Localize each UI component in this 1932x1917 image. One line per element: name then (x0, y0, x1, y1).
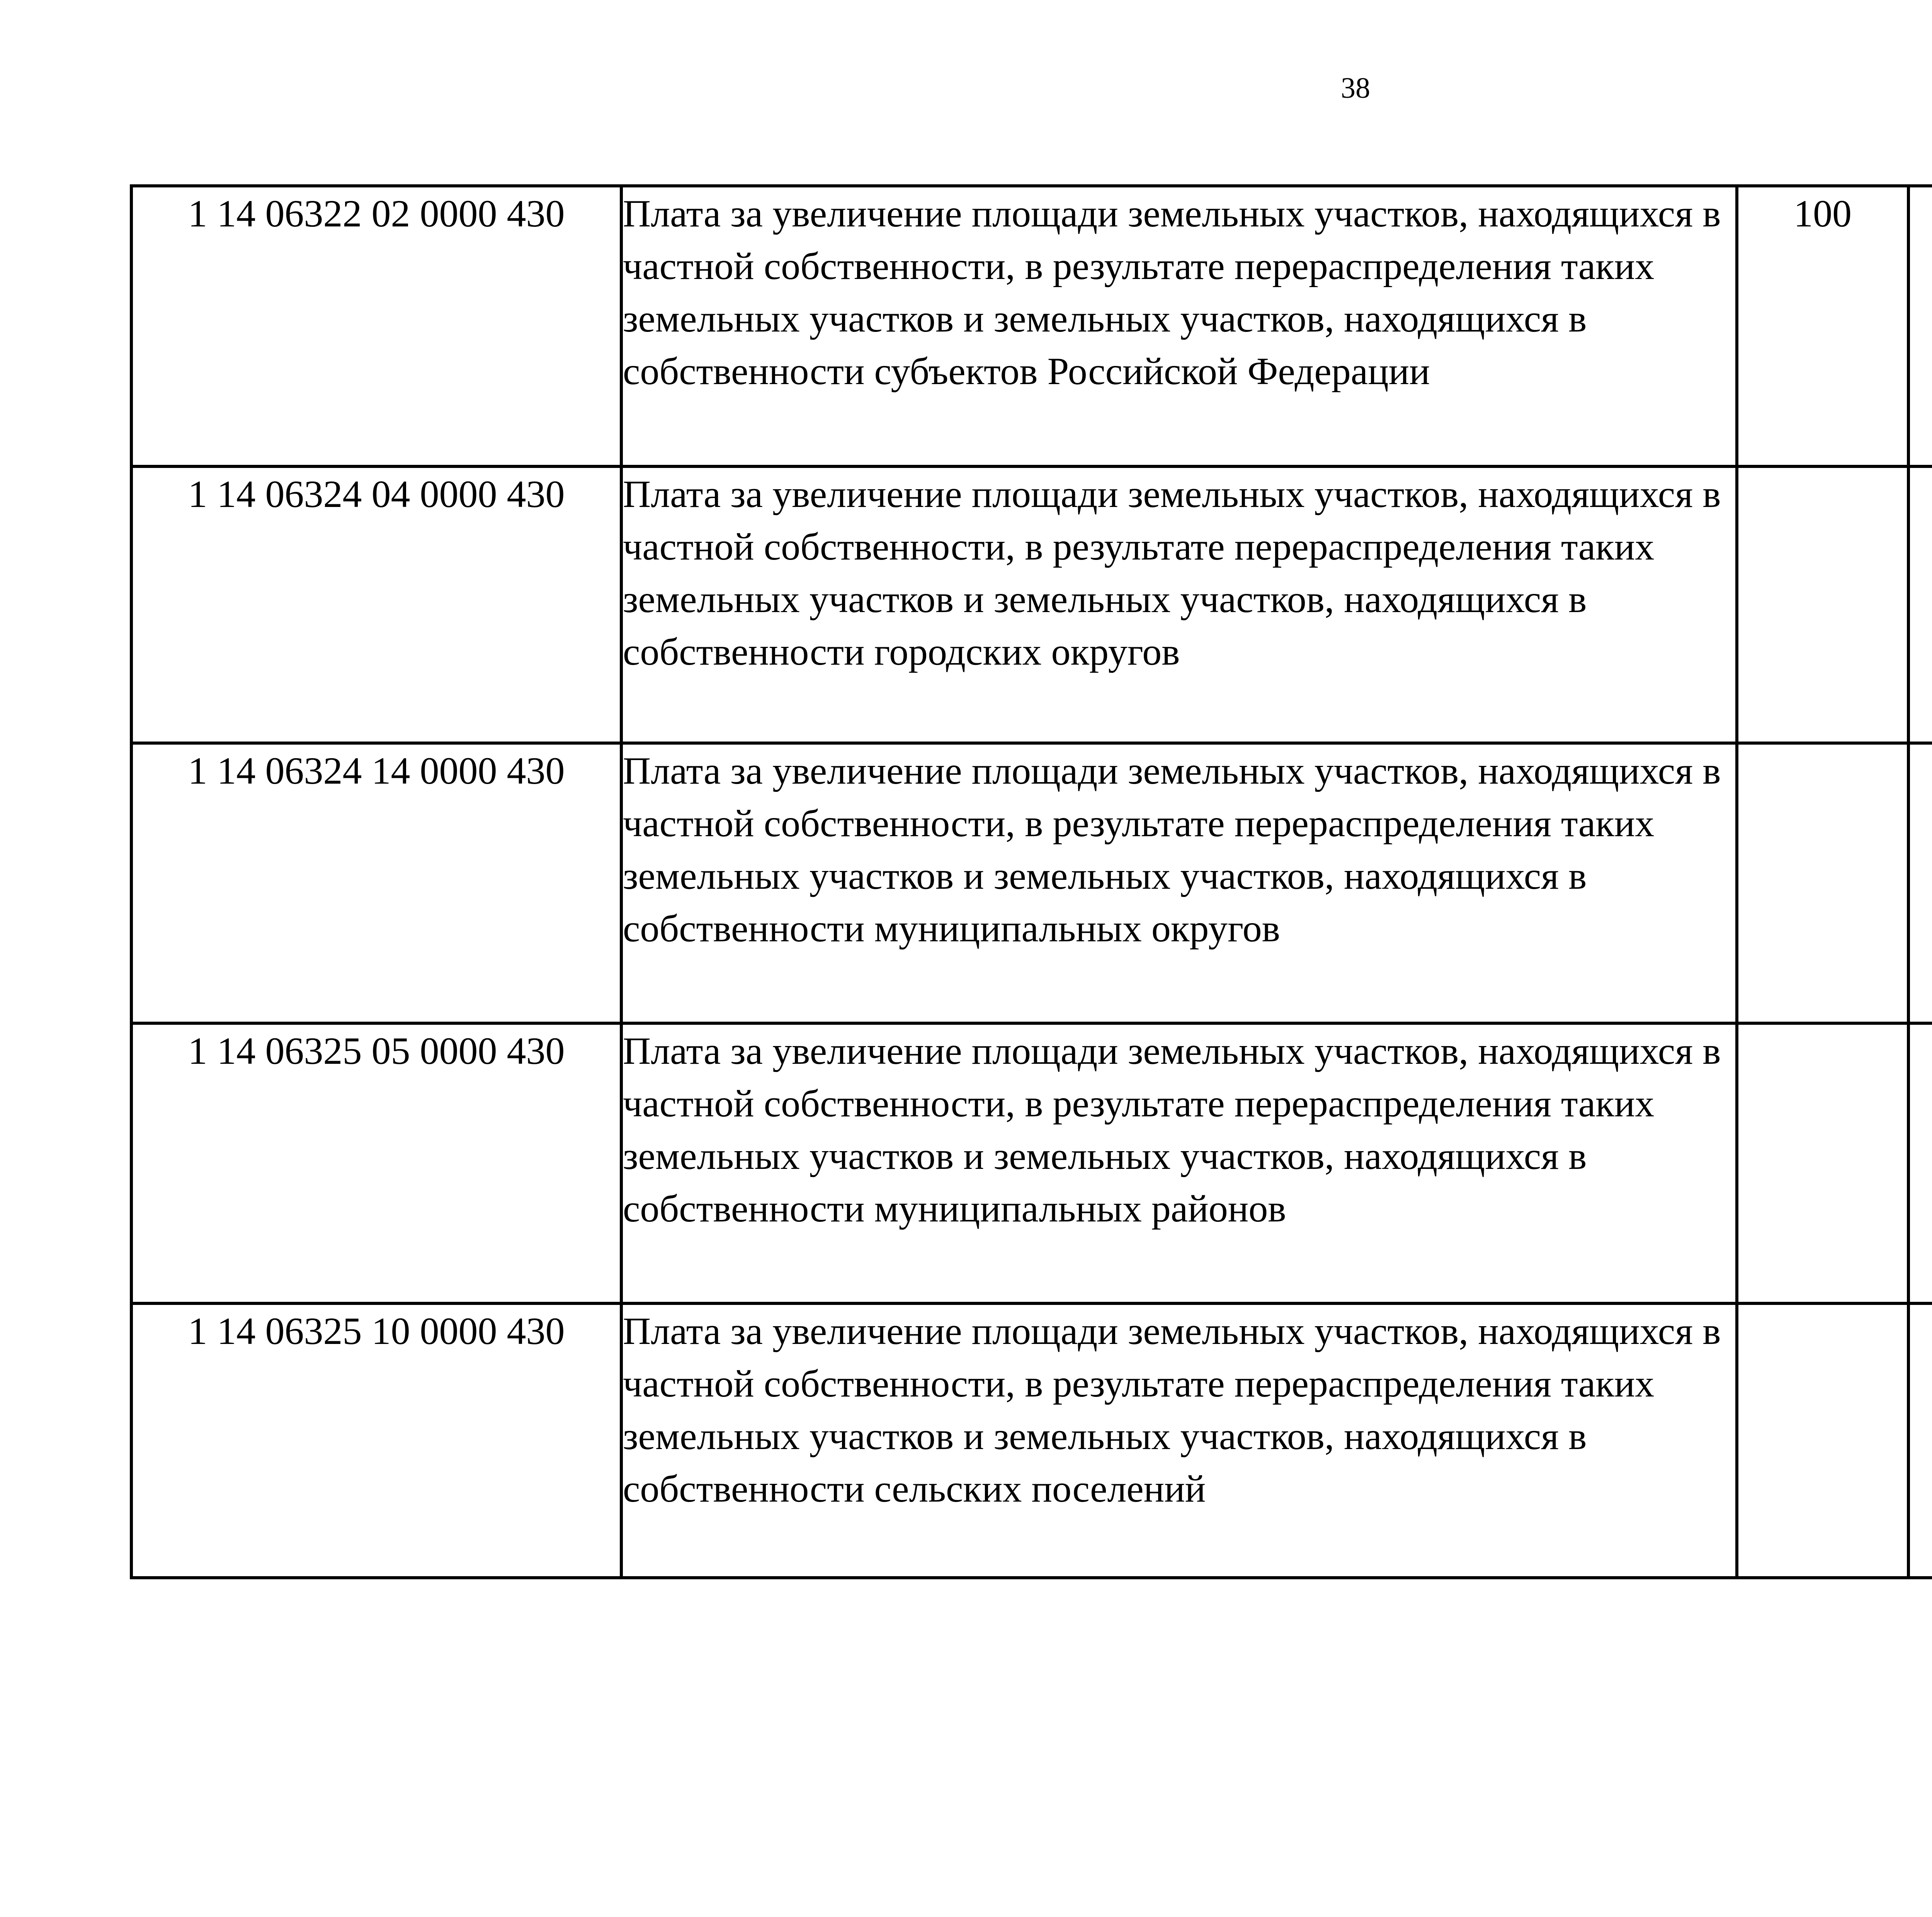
value-cell (1908, 466, 1932, 743)
description-cell: Плата за увеличение площади земельных участков, находящихся в частной собственности, в результате перераспределения таких земельных участков и земельных участков, находящихся в собственности сельских поселений (621, 1303, 1737, 1578)
budget-code-cell: 1 14 06324 04 0000 430 (131, 466, 621, 743)
budget-code-cell: 1 14 06325 05 0000 430 (131, 1023, 621, 1303)
value-cell: 100 (1737, 186, 1908, 466)
revenue-distribution-table (130, 184, 1932, 1579)
description-cell: Плата за увеличение площади земельных участков, находящихся в частной собственности, в результате перераспределения таких земельных участков и земельных участков, находящихся в собственности муниципальных районов (621, 1023, 1737, 1303)
value-cell (1908, 743, 1932, 1023)
budget-code-cell: 1 14 06322 02 0000 430 (131, 186, 621, 466)
table-row (131, 1023, 1932, 1303)
value-cell (1737, 466, 1908, 743)
value-cell (1908, 1023, 1932, 1303)
page-number: 38 (1341, 72, 1370, 104)
budget-code-cell: 1 14 06325 10 0000 430 (131, 1303, 621, 1578)
table-row (131, 743, 1932, 1023)
description-cell: Плата за увеличение площади земельных участков, находящихся в частной собственности, в результате перераспределения таких земельных участков и земельных участков, находящихся в собственности субъектов Российской Федерации (621, 186, 1737, 466)
value-cell (1908, 186, 1932, 466)
value-cell (1908, 1303, 1932, 1578)
description-cell: Плата за увеличение площади земельных участков, находящихся в частной собственности, в результате перераспределения таких земельных участков и земельных участков, находящихся в собственности городских округов (621, 466, 1737, 743)
table-row (131, 186, 1932, 466)
budget-code-cell: 1 14 06324 14 0000 430 (131, 743, 621, 1023)
table-row (131, 1303, 1932, 1578)
value-cell (1737, 1303, 1908, 1578)
table-row (131, 466, 1932, 743)
value-cell (1737, 1023, 1908, 1303)
value-cell (1737, 743, 1908, 1023)
description-cell: Плата за увеличение площади земельных участков, находящихся в частной собственности, в результате перераспределения таких земельных участков и земельных участков, находящихся в собственности муниципальных округов (621, 743, 1737, 1023)
